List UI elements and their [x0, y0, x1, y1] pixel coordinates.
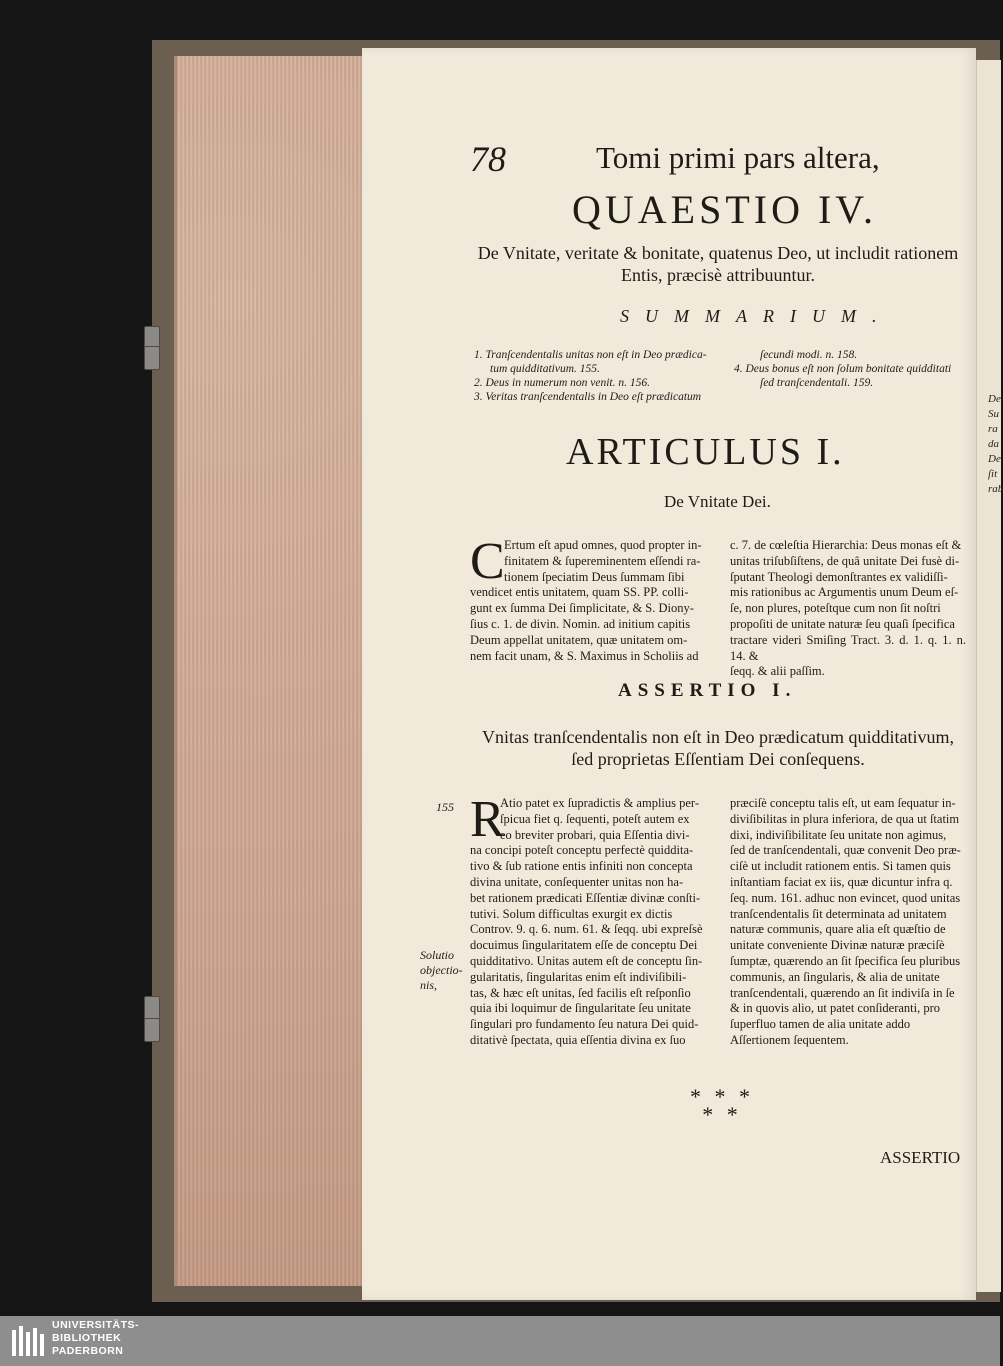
text-line: De: [988, 393, 1001, 405]
summary-heading: SUMMARIUM.: [620, 306, 893, 326]
right-page-edge: [976, 60, 1001, 1292]
assertio-heading: ASSERTIO I.: [618, 680, 797, 701]
clasp: [144, 996, 160, 1020]
summary-line: 1. Tranſcendentalis unitas non eſt in Deo prædica-: [474, 349, 707, 361]
text-line: De: [988, 453, 1001, 465]
text-line: mis rationibus ac Argumentis unum Deum eſ-: [730, 585, 959, 600]
text-line: unitas triſubſiſtens, de quâ unitate Dei fusè di-: [730, 553, 960, 568]
text-line: docuimus ſingularitatem eſſe de conceptu Dei: [470, 938, 698, 953]
article-intro-right: [730, 538, 966, 680]
article-intro-text: [470, 533, 718, 664]
text-line: dixi, indiviſibilitate ſeu unitate non agimus,: [730, 827, 947, 842]
text-line: & in quovis alio, ut patet conſideranti, pro: [730, 1001, 941, 1016]
text-line: ſuperfluo tamen de alia unitate addo: [730, 1017, 911, 1032]
text-line: tranſcendentalis ſit determinata ad unitatem: [730, 906, 947, 921]
text-line: Controv. 9. q. 6. num. 61. & ſeqq. ubi expreſsè: [470, 922, 703, 937]
library-line: UNIVERSITÄTS-: [52, 1319, 140, 1331]
stars-bottom: * *: [702, 1102, 742, 1127]
text-line: ſingulari pro fundamento ſeu natura Dei quid-: [470, 1017, 699, 1032]
summary-left: [474, 348, 732, 404]
text-line: ſe, non plures, poteſtque cum non ſit noſtri: [730, 601, 941, 616]
margin-note: [420, 948, 464, 993]
text-line: ſeq. num. 161. adhuc non evincet, quod unitas: [730, 890, 961, 905]
text-line: ſumptæ, quærendo an ſit ſpecifica ſeu pluribus: [730, 953, 961, 968]
body-left-text: [470, 791, 720, 1049]
text-line: tutivi. Solum difficultas exurgit ex dictis: [470, 906, 673, 921]
page-edges: [174, 56, 365, 1286]
text-line: propoſiti de unitate naturæ ſeu quaſi ſpecifica: [730, 616, 955, 631]
question-subtitle: De Vnitate, veritate & bonitate, quatenus Deo, ut includit rationem Entis, præcisè attribuuntur.: [477, 243, 959, 285]
summary-line: 3. Veritas tranſcendentalis in Deo eſt prædicatum: [474, 391, 702, 403]
margin-number: 155: [436, 800, 454, 814]
text-line: eo breviter probari, quia Eſſentia divi-: [500, 827, 690, 842]
library-line: PADERBORN: [52, 1345, 124, 1357]
article-intro-left: [470, 533, 718, 668]
ornament-stars: [690, 1084, 754, 1127]
summary-line: ſed tranſcendentali. 159.: [760, 377, 874, 389]
text-line: ſius c. 1. de divin. Nomin. ad initium capitis: [470, 616, 691, 631]
text-line: quia ibi loquimur de ſingularitate ſeu unitate: [470, 1001, 691, 1016]
text-line: bet rationem prædicati Eſſentiæ divinæ conſti-: [470, 890, 701, 905]
summary-line: 4. Deus bonus eſt non ſolum bonitate quidditati: [734, 363, 952, 375]
text-line: gularitatis, ſingularitas enim eſt indiviſibili-: [470, 969, 687, 984]
body-right: [730, 796, 966, 1049]
text-line: ra: [988, 423, 998, 435]
next-page-margin: [988, 392, 1002, 497]
text-line: Atio patet ex ſupradictis & amplius per-: [500, 796, 700, 810]
text-line: ſit: [988, 468, 998, 480]
text-line: nem facit unam, & S. Maximus in Scholiis ad: [470, 648, 699, 663]
text-line: inſtantiam faciat ex iis, quæ dicuntur infra q.: [730, 874, 953, 889]
question-title: QUAESTIO IV.: [572, 187, 878, 232]
text-line: tranſcendentali, quærendo an ſit indiviſa in ſe: [730, 985, 955, 1000]
text-line: Su: [988, 408, 999, 420]
text-line: da: [988, 438, 999, 450]
body-left: [470, 791, 720, 1056]
text-line: rab: [988, 483, 1003, 495]
text-line: unitate conveniente Divinæ naturæ præciſè: [730, 938, 945, 953]
text-line: Aſſertionem ſequentem.: [730, 1032, 849, 1047]
library-footer: [0, 1316, 1000, 1366]
drop-cap: C: [470, 533, 505, 590]
text-line: Deum appellat unitatem, quæ unitatem om-: [470, 632, 688, 647]
text-line: communis, an ſingularis, & alia de unitate: [730, 969, 940, 984]
text-line: Ertum eſt apud omnes, quod propter in-: [504, 538, 702, 552]
text-line: ciſè ut includit rationem entis. Si tamen quis: [730, 859, 951, 874]
running-head: Tomi primi pars altera,: [596, 140, 880, 175]
text-line: tas, & hæc eſt unitas, ſed facilis eſt reſponſio: [470, 985, 691, 1000]
summary-line: tum quidditativum. 155.: [490, 363, 600, 375]
text-line: naturæ communis, quare alia eſt quæſtio de: [730, 922, 946, 937]
text-line: ditativè ſpectata, quia eſſentia divina ex ſuo: [470, 1032, 686, 1047]
article-subtitle: De Vnitate Dei.: [664, 492, 771, 511]
summary-right: [734, 348, 974, 390]
drop-cap: R: [470, 791, 505, 848]
clasp: [144, 1018, 160, 1042]
text-line: nis,: [420, 978, 438, 992]
library-logo-icon: [10, 1324, 46, 1360]
text-line: objectio-: [420, 963, 463, 977]
text-line: tionem ſpeciatim Deus ſummam ſibi: [504, 569, 685, 584]
text-line: c. 7. de cœleſtia Hierarchia: Deus monas eſt &: [730, 538, 962, 552]
text-line: diviſibilitas in plura inferiora, de qua ut ſtatim: [730, 811, 960, 826]
library-name: [52, 1319, 139, 1358]
summary-line: 2. Deus in numerum non venit. n. 156.: [474, 377, 650, 389]
page-number: 78: [470, 139, 506, 179]
text-line: tivo & ſub ratione entis infiniti non concepta: [470, 859, 693, 874]
text-line: præciſè conceptu talis eſt, ut eam ſequatur in-: [730, 796, 956, 810]
text-line: ſeqq. & alii paſſim.: [730, 664, 825, 679]
text-line: vendicet entis unitatem, quam SS. PP. colli-: [470, 585, 689, 600]
article-title: ARTICULUS I.: [566, 431, 845, 473]
catchword: ASSERTIO: [880, 1148, 961, 1167]
text-line: divina unitate, conſequenter unitas non ha-: [470, 874, 684, 889]
assertio-statement: Vnitas tranſcendentalis non eſt in Deo prædicatum quidditativum, ſed proprietas Eſſentiam Dei conſequens.: [482, 727, 954, 769]
text-line: finitatem & ſupereminentem eſſendi ra-: [504, 553, 701, 568]
text-line: ſpicua fiet q. ſequenti, poteſt autem ex: [500, 811, 690, 826]
clasp: [144, 346, 160, 370]
text-line: ſed de tranſcendentali, quæ convenit Deo præ-: [730, 843, 961, 858]
text-line: na concipi poteſt conceptu perfectè quiddita-: [470, 843, 694, 858]
text-line: Solutio: [420, 948, 455, 962]
text-line: ſputant Theologi demonſtrantes ex validiſſi-: [730, 569, 948, 584]
text-line: tractare videri Smiſing Tract. 3. d. 1. q. 1. n. 14. &: [730, 632, 966, 663]
text-line: quidditativo. Unitas autem eſt de conceptu ſin-: [470, 953, 703, 968]
stars-top: * * *: [690, 1084, 754, 1109]
summary-line: ſecundi modi. n. 158.: [760, 349, 858, 361]
text-line: gunt ex ſumma Dei ſimplicitate, & S. Diony-: [470, 601, 694, 616]
library-line: BIBLIOTHEK: [52, 1332, 122, 1344]
